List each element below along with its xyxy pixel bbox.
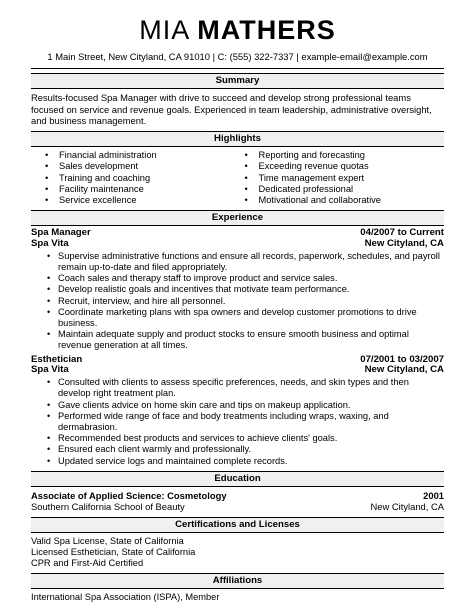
highlights-list (31, 150, 444, 206)
list-item: • Develop realistic goals and incentives that motivate team performance. (47, 284, 444, 295)
contact-line: 1 Main Street, New Cityland, CA 91010 | C: (555) 322-7337 | example-email@example.com (47, 51, 428, 62)
affiliations-list (31, 592, 444, 603)
job-duties (31, 251, 444, 352)
list-item: Licensed Esthetician, State of California (31, 546, 196, 557)
resume-page (31, 0, 444, 604)
list-item: • Sales development (45, 161, 245, 172)
header-divider (31, 68, 444, 69)
candidate-name (31, 14, 444, 46)
list-item: CPR and First-Aid Certified (31, 558, 144, 569)
list-item: • Time management expert (245, 173, 445, 184)
section-heading-experience: Experience (31, 210, 444, 226)
list-item: • Motivational and collaborative (245, 195, 445, 206)
highlights-column-left (45, 150, 245, 206)
summary-text: Results-focused Spa Manager with drive to succeed and develop strong professional teams focused on service and revenue goals. Experienced in team leadership, administrative oversight, and business management. (31, 92, 432, 127)
job-title: Spa Manager (31, 227, 91, 239)
job-dates: 07/2001 to 03/2007 (360, 353, 444, 365)
list-item: • Dedicated professional (245, 184, 445, 195)
list-item: Valid Spa License, State of California (31, 535, 184, 546)
job-company: Spa Vita (31, 364, 69, 376)
list-item: International Spa Association (ISPA), Member (31, 592, 220, 603)
job-location: New Cityland, CA (364, 237, 444, 249)
job-entry (31, 228, 444, 351)
list-item: • Reporting and forecasting (245, 150, 445, 161)
certifications-list (31, 536, 444, 570)
list-item: • Supervise administrative functions and ensure all records, paperwork, schedules, and payroll remain up-to-date and filed appropriately. (47, 251, 444, 273)
first-name: MIA (139, 15, 189, 45)
list-item: • Coordinate marketing plans with spa owners and develop customer promotions to drive business. (47, 307, 444, 329)
list-item: • Ensured each client warmly and professionally. (47, 444, 444, 455)
list-item: • Recommended best products and services to achieve clients' goals. (47, 433, 444, 444)
list-item: • Performed wide range of face and body treatments including wraps, waxing, and dermabrasion. (47, 411, 444, 433)
job-title: Esthetician (31, 353, 83, 365)
list-item: • Consulted with clients to assess specific preferences, needs, and skin types and then develop right treatment plan. (47, 377, 444, 399)
list-item: • Recruit, interview, and hire all personnel. (47, 296, 444, 307)
highlights-column-right (245, 150, 445, 206)
list-item: • Updated service logs and maintained complete records. (47, 456, 444, 467)
job-company: Spa Vita (31, 237, 69, 249)
last-name: MATHERS (197, 15, 336, 45)
list-item: • Gave clients advice on home skin care and tips on makeup application. (47, 400, 444, 411)
list-item: • Exceeding revenue quotas (245, 161, 445, 172)
section-heading-certifications: Certifications and Licenses (31, 517, 444, 533)
list-item: • Maintain adequate supply and product stocks to ensure smooth business and optimal revenue generation at all times. (47, 329, 444, 351)
degree: Associate of Applied Science: Cosmetology (31, 489, 227, 501)
list-item: • Coach sales and therapy staff to improve product and service sales. (47, 273, 444, 284)
section-heading-affiliations: Affiliations (31, 573, 444, 589)
list-item: • Facility maintenance (45, 184, 245, 195)
school-name: Southern California School of Beauty (31, 501, 185, 513)
job-dates: 04/2007 to Current (360, 227, 444, 239)
section-heading-summary: Summary (31, 73, 444, 89)
list-item: • Service excellence (45, 195, 245, 206)
job-entry (31, 355, 444, 467)
graduation-year: 2001 (423, 489, 444, 501)
education-entry (31, 490, 444, 513)
list-item: • Training and coaching (45, 173, 245, 184)
section-heading-highlights: Highlights (31, 131, 444, 147)
job-duties (31, 377, 444, 467)
school-location: New Cityland, CA (370, 501, 444, 513)
job-location: New Cityland, CA (364, 364, 444, 376)
section-heading-education: Education (31, 471, 444, 487)
list-item: • Financial administration (45, 150, 245, 161)
